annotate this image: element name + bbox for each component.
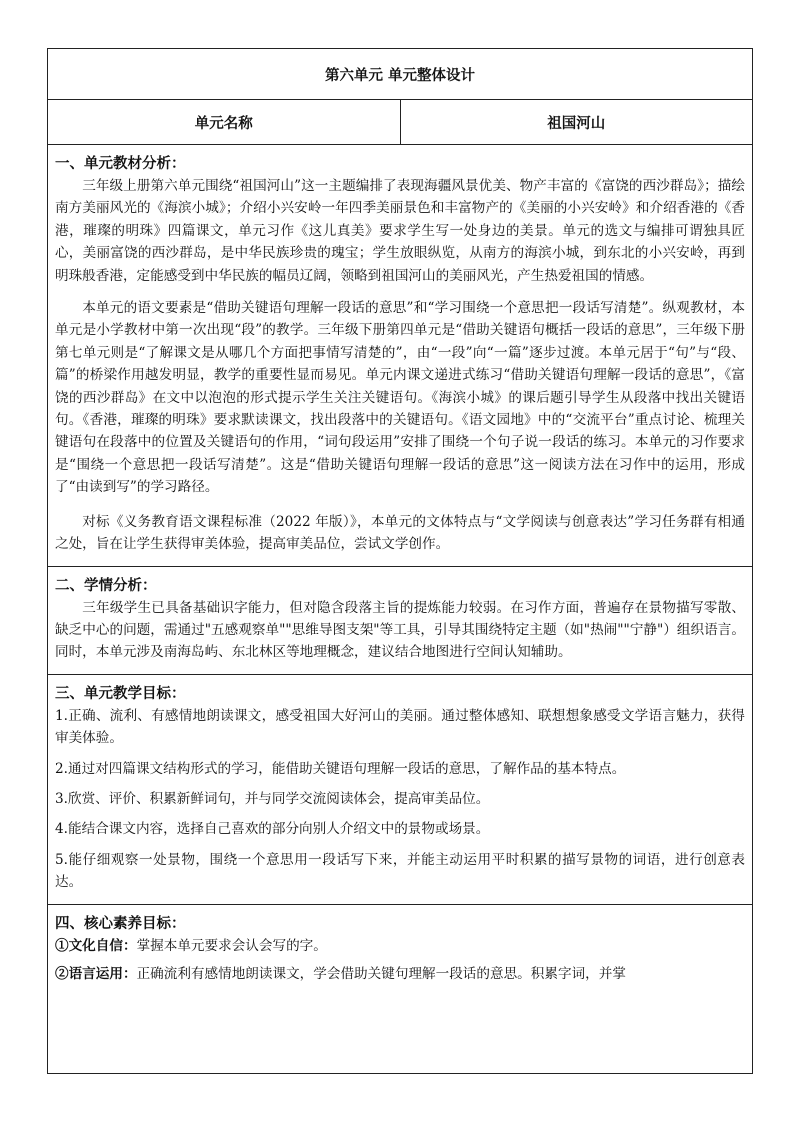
goal-item: 1.正确、流利、有感情地朗读课文，感受祖国大好河山的美丽。通过整体感知、联想想象感受文学语言魅力，获得审美体验。 <box>55 707 745 747</box>
goal-item: 4.能结合课文内容，选择自己喜欢的部分向别人介绍文中的景物或场景。 <box>55 821 490 838</box>
goal-item: 2.通过对四篇课文结构形式的学习，能借助关键语句理解一段话的意思，了解作品的基本特点。 <box>55 760 626 777</box>
goal-item: 5.能仔细观察一处景物，围绕一个意思用一段话写下来，并能主动运用平时积累的描写景物的词语，进行创意表达。 <box>55 851 745 891</box>
core-item <box>55 963 745 985</box>
core-item-text: 掌握本单元要求会认会写的字。 <box>136 937 327 954</box>
core-item-text: 正确流利有感情地朗读课文，学会借助关键句理解一段话的意思。积累字词，并掌 <box>136 965 626 982</box>
core-item-label: ②语言运用： <box>55 965 137 982</box>
core-section <box>48 904 753 1073</box>
goal-item: 3.欣赏、评价、积累新鲜词句，并与同学交流阅读体会，提高审美品位。 <box>55 790 490 807</box>
unit-design-table <box>47 48 753 1074</box>
analysis-paragraph-1: 三年级上册第六单元围绕“祖国河山”这一主题编排了表现海疆风景优美、物产丰富的《富饶的西沙群岛》；描绘南方美丽风光的《海滨小城》；介绍小兴安岭一年四季美丽景色和丰富物产的《美丽的小兴安岭》和介绍香港的《香港，璀璨的明珠》四篇课文，单元习作《这儿真美》要求学生写一处身边的美景。单元的选文与编排可谓独具匠心，美丽富饶的西沙群岛，是中华民族珍贵的瑰宝；学生放眼纵览，从南方的海滨小城，到东北的小兴安岭，再到明珠般香港，定能感受到中华民族的幅员辽阔，领略到祖国河山的美丽风光，产生热爱祖国的情感。 <box>55 178 745 284</box>
core-item <box>55 935 745 957</box>
analysis-paragraph-3: 对标《义务教育语文课程标准（2022 年版）》，本单元的文体特点与“文学阅读与创意表达”学习任务群有相通之处，旨在让学生获得审美体验，提高审美品位，尝试文学创作。 <box>55 513 745 553</box>
analysis-paragraph-2: 本单元的语文要素是“借助关键语句理解一段话的意思”和“学习围绕一个意思把一段话写清楚”。纵观教材，本单元是小学教材中第一次出现“段”的教学。三年级下册第四单元是“借助关键语句概括一段话的意思”，三年级下册第七单元则是“了解课文是从哪几个方面把事情写清楚的”，由“一段”向“一篇”逐步过渡。本单元居于“句”与“段、篇”的桥梁作用越发明显，教学的重要性显而易见。单元内课文递进式练习“借助关键语句理解一段话的意思”，《富饶的西沙群岛》在文中以泡泡的形式提示学生关注关键语句。《海滨小城》的课后题引导学生从段落中找出关键语句。《香港，璀璨的明珠》要求默读课文，找出段落中的关键语句。《语文园地》中的“交流平台”重点讨论、梳理关键语句在段落中的位置及关键语句的作用，“词句段运用”安排了围绕一个句子说一段话的练习。本单元的习作要求是“围绕一个意思把一段话写清楚”。这是“借助关键语句理解一段话的意思”这一阅读方法在习作中的运用，形成了“由读到写”的学习路径。 <box>55 300 745 496</box>
goals-section <box>48 674 753 904</box>
analysis-heading: 一、单元教材分析： <box>55 155 186 172</box>
learner-section <box>48 566 753 674</box>
learner-paragraph: 三年级学生已具备基础识字能力，但对隐含段落主旨的提炼能力较弱。在习作方面，普遍存在景物描写零散、缺乏中心的问题，需通过"五感观察单""思维导图支架"等工具，引导其围绕特定主题（如"热闹""宁静"）组织语言。同时，本单元涉及南海岛屿、东北林区等地理概念，建议结合地图进行空间认知辅助。 <box>55 599 745 661</box>
goals-heading: 三、单元教学目标： <box>55 684 186 702</box>
learner-heading: 二、学情分析： <box>55 576 157 594</box>
document-page <box>47 48 753 1074</box>
analysis-section <box>48 145 753 567</box>
core-item-label: ①文化自信： <box>55 937 137 954</box>
core-heading: 四、核心素养目标： <box>55 914 186 932</box>
document-title: 第六单元 单元整体设计 <box>48 49 753 100</box>
unit-name-value: 祖国河山 <box>400 100 753 145</box>
unit-name-label: 单元名称 <box>48 100 401 145</box>
